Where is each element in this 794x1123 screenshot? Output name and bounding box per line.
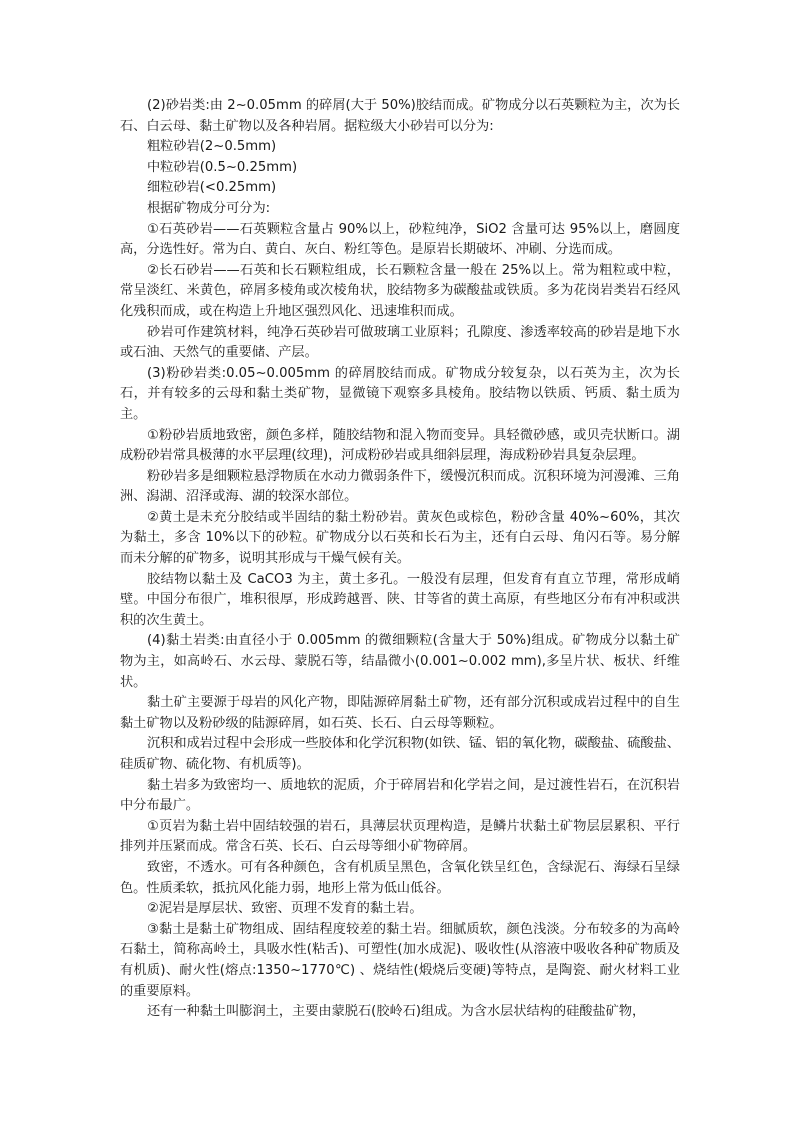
list-item-medium-sandstone: 中粒砂岩(0.5~0.25mm) [147,159,298,175]
paragraph-shale-properties: 致密，不透水。可有各种颜色，含有机质呈黑色，含氧化铁呈红色，含绿泥石、海绿石呈绿色。性质柔软，抵抗风化能力弱，地形上常为低山低谷。 [120,859,680,896]
paragraph-claystone-intro: (4)黏土岩类:由直径小于 0.005mm 的微细颗粒(含量大于 50%)组成。矿物成分以黏土矿物为主，如高岭石、水云母、蒙脱石等，结晶微小(0.001~0.002 mm),多呈片状、板状、纤维状。 [120,633,680,690]
paragraph-bentonite: 还有一种黏土叫膨润土，主要由蒙脱石(胶岭石)组成。为含水层状结构的硅酸盐矿物， [147,1004,646,1020]
paragraph-shale: ①页岩为黏土岩中固结较强的岩石，具薄层状页理构造，是鳞片状黏土矿物层层累积、平行排列并压紧而成。常含石英、长石、白云母等细小矿物碎屑。 [120,818,680,855]
paragraph-clay: ③黏土是黏土矿物组成、固结程度较差的黏土岩。细腻质软，颜色浅淡。分布较多的为高岭石黏土，简称高岭土，具吸水性(粘舌)、可塑性(加水成泥)、吸收性(从溶液中吸收各种矿物质及有机质)、耐火性(熔点:1350~1770℃) 、烧结性(煅烧后变硬)等特点，是陶瓷、耐火材料工业的重要原料。 [120,921,680,999]
paragraph-feldspar-sandstone: ②长石砂岩——石英和长石颗粒组成，长石颗粒含量一般在 25%以上。常为粗粒或中粒，常呈淡红、米黄色，碎屑多棱角或次棱角状，胶结物多为碳酸盐或铁质。多为花岗岩类岩石经风化残积而成，或在构造上升地区强烈风化、迅速堆积而成。 [120,262,680,319]
paragraph-clay-mineral-origin: 黏土矿主要源于母岩的风化产物，即陆源碎屑黏土矿物，还有部分沉积或成岩过程中的自生黏土矿物以及粉砂级的陆源碎屑，如石英、长石、白云母等颗粒。 [120,695,680,731]
paragraph-colloid-deposits: 沉积和成岩过程中会形成一些胶体和化学沉积物(如铁、锰、铝的氧化物，碳酸盐、硫酸盐、硅质矿物、硫化物、有机质等)。 [120,736,680,772]
paragraph-siltstone-texture: ①粉砂岩质地致密，颜色多样，随胶结物和混入物而变异。具轻微砂感，或贝壳状断口。湖成粉砂岩常具极薄的水平层理(纹理)，河成粉砂岩或具细斜层理，海成粉砂岩具复杂层理。 [120,427,680,464]
paragraph-loess-cement: 胶结物以黏土及 CaCO3 为主，黄土多孔。一般没有层理，但发育有直立节理，常形成峭壁。中国分布很广，堆积很厚，形成跨越晋、陕、甘等省的黄土高原，有些地区分布有冲积或洪积的次生黄土。 [120,571,680,628]
paragraph-loess: ②黄土是未充分胶结或半固结的黏土粉砂岩。黄灰色或棕色，粉砂含量 40%~60%，其次为黏土，多含 10%以下的砂粒。矿物成分以石英和长石为主，还有白云母、角闪石等。易分解而未分解的矿物多，说明其形成与干燥气候有关。 [120,509,680,567]
list-item-coarse-sandstone: 粗粒砂岩(2~0.5mm) [147,139,277,155]
paragraph-mineral-classification: 根据矿物成分可分为: [147,200,271,216]
list-item-fine-sandstone: 细粒砂岩(<0.25mm) [147,180,277,196]
paragraph-quartz-sandstone: ①石英砂岩——石英颗粒含量占 90%以上，砂粒纯净，SiO2 含量可达 95%以上，磨圆度高，分选性好。常为白、黄白、灰白、粉红等色。是原岩长期破坏、冲刷、分选而成。 [120,221,680,258]
paragraph-siltstone-environment: 粉砂岩多是细颗粒悬浮物质在水动力微弱条件下，缓慢沉积而成。沉积环境为河漫滩、三角洲、潟湖、沼泽或海、湖的较深水部位。 [120,468,680,505]
paragraph-claystone-nature: 黏土岩多为致密均一、质地软的泥质，介于碎屑岩和化学岩之间，是过渡性岩石，在沉积岩中分布最广。 [120,777,680,814]
paragraph-sandstone-intro: (2)砂岩类:由 2~0.05mm 的碎屑(大于 50%)胶结而成。矿物成分以石英颗粒为主，次为长石、白云母、黏土矿物以及各种岩屑。据粒级大小砂岩可以分为: [120,98,680,134]
paragraph-mudstone: ②泥岩是厚层状、致密、页理不发育的黏土岩。 [147,901,423,917]
paragraph-sandstone-uses: 砂岩可作建筑材料，纯净石英砂岩可做玻璃工业原料；孔隙度、渗透率较高的砂岩是地下水或石油、天然气的重要储、产层。 [120,324,680,361]
document-body [120,96,680,1023]
paragraph-siltstone-intro: (3)粉砂岩类:0.05~0.005mm 的碎屑胶结而成。矿物成分较复杂，以石英为主，次为长石，并有较多的云母和黏土类矿物，显微镜下观察多具棱角。胶结物以铁质、钙质、黏土质为主。 [120,365,680,422]
